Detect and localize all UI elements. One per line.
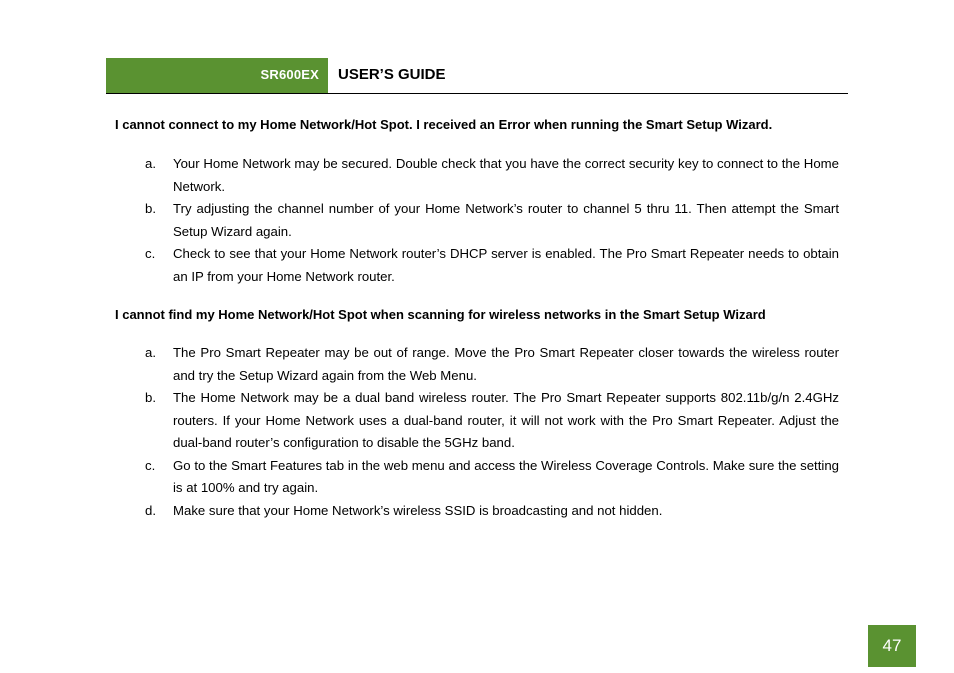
page-number: 47 — [882, 636, 902, 655]
list-marker: b. — [145, 390, 156, 405]
list-marker: b. — [145, 201, 156, 216]
list-item — [145, 198, 839, 243]
list-marker: c. — [145, 457, 156, 473]
page-number-badge — [868, 625, 916, 667]
list-item-text: Try adjusting the channel number of your Home Network’s router to channel 5 thru 11. Then attempt the Smart Setup Wizard again. — [173, 201, 839, 239]
list-item-text: The Pro Smart Repeater may be out of range. Move the Pro Smart Repeater closer towards the wireless router and try the Setup Wizard again from the Web Menu. — [173, 345, 839, 383]
list-item — [145, 153, 839, 198]
list-item — [145, 243, 839, 288]
list-item — [145, 455, 839, 500]
list-item-text: Check to see that your Home Network router’s DHCP server is enabled. The Pro Smart Repeater needs to obtain an IP from your Home Network router. — [173, 246, 839, 284]
list-item — [145, 342, 839, 387]
section-list-find-network — [145, 342, 839, 522]
list-marker: a. — [145, 345, 156, 360]
list-item-text: Your Home Network may be secured. Double check that you have the correct security key to connect to the Home Network. — [173, 156, 839, 194]
section-heading-connect-error: I cannot connect to my Home Network/Hot Spot. I received an Error when running the Smart Setup Wizard. — [115, 117, 773, 132]
section-list-connect-error — [145, 153, 839, 288]
list-marker: d. — [145, 502, 156, 518]
list-item — [145, 500, 839, 523]
list-item-text: The Home Network may be a dual band wireless router. The Pro Smart Repeater supports 802.11b/g/n 2.4GHz routers. If your Home Network uses a dual-band router, it will not work with the Pro Smart Repeater. Adjust the dual-band router’s configuration to disable the 5GHz band. — [173, 390, 839, 450]
list-marker: c. — [145, 246, 156, 261]
header-model: SR600EX — [260, 67, 319, 82]
header-divider — [106, 93, 848, 94]
header-bar — [106, 58, 328, 93]
list-item — [145, 387, 839, 455]
list-item-text: Go to the Smart Features tab in the web menu and access the Wireless Coverage Controls. Make sure the setting is at 100% and try again. — [173, 457, 839, 495]
section-heading-find-network: I cannot find my Home Network/Hot Spot when scanning for wireless networks in the Smart Setup Wizard — [115, 307, 766, 322]
header-title: USER’S GUIDE — [338, 66, 446, 83]
list-marker: a. — [145, 156, 156, 171]
list-item-text: Make sure that your Home Network’s wireless SSID is broadcasting and not hidden. — [173, 502, 663, 518]
